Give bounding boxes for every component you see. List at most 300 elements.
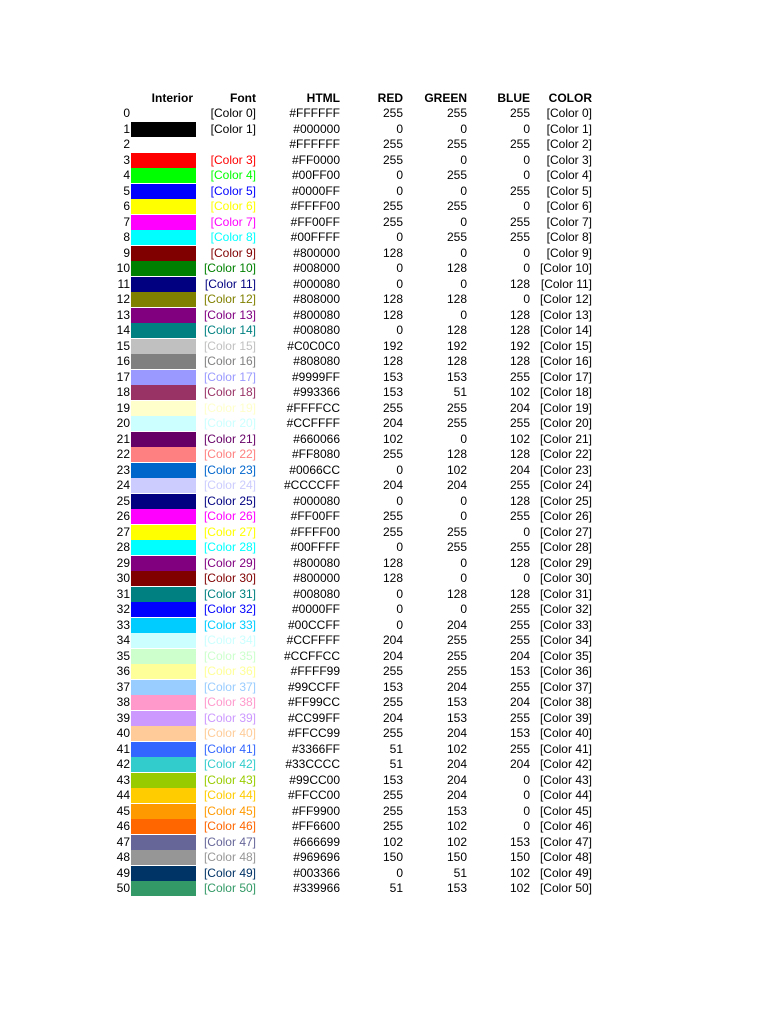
red-value: 153 [382,385,403,399]
html-code: #0066CC [289,462,340,477]
red-value: 192 [382,338,403,353]
row-index: 34 [116,633,130,647]
font-sample: [Color 8] [210,230,256,244]
blue-value: 255 [509,602,530,616]
table-row [0,633,768,649]
row-index: 35 [116,648,130,663]
green-value: 51 [453,865,467,880]
row-index: 32 [116,602,130,616]
html-code: #993366 [293,385,340,399]
table-row [0,463,768,479]
font-sample: [Color 33] [203,617,256,632]
blue-value: 150 [509,850,530,864]
table-row [0,835,768,851]
green-value: 0 [460,245,467,260]
font-sample: [Color 3] [210,152,256,167]
table-row [0,850,768,866]
font-sample: [Color 35] [203,648,256,663]
font-sample: [Color 9] [210,245,256,260]
row-index: 23 [116,462,130,477]
table-row [0,602,768,618]
interior-swatch [131,587,196,602]
green-value: 0 [460,152,467,167]
font-sample: [Color 41] [203,741,256,756]
table-row [0,695,768,711]
color-name: [Color 6] [546,199,592,213]
red-value: 255 [382,199,403,213]
font-sample: [Color 22] [203,447,256,461]
table-row [0,866,768,882]
font-sample: [Color 24] [203,478,256,492]
red-value: 255 [382,137,403,151]
table-row [0,819,768,835]
green-value: 51 [453,385,467,399]
blue-value: 128 [509,354,530,368]
red-value: 0 [396,602,403,616]
color-name: [Color 15] [539,338,592,353]
interior-swatch [131,447,196,462]
blue-value: 0 [523,245,530,260]
red-value: 0 [396,462,403,477]
red-value: 255 [382,447,403,461]
blue-value: 255 [509,230,530,244]
table-row [0,587,768,603]
html-code: #CCCCFF [284,478,340,492]
table-row [0,649,768,665]
color-name: [Color 43] [539,772,592,787]
html-code: #99CCFF [287,679,340,694]
blue-value: 255 [509,741,530,756]
green-value: 128 [446,323,467,337]
color-name: [Color 9] [546,245,592,260]
blue-value: 153 [509,834,530,849]
blue-value: 255 [509,710,530,725]
interior-swatch [131,199,196,214]
color-name: [Color 10] [539,261,592,275]
table-row [0,385,768,401]
color-name: [Color 32] [539,602,592,616]
green-value: 102 [446,462,467,477]
font-sample: [Color 6] [210,199,256,213]
red-value: 0 [396,230,403,244]
red-value: 0 [396,276,403,291]
interior-swatch [131,401,196,416]
font-sample: [Color 7] [210,214,256,229]
row-index: 22 [116,447,130,461]
red-value: 128 [382,354,403,368]
interior-swatch [131,370,196,385]
blue-value: 153 [509,664,530,678]
header-html: HTML [306,91,340,105]
interior-swatch [131,122,196,137]
red-value: 0 [396,493,403,508]
color-name: [Color 33] [539,617,592,632]
blue-value: 102 [509,385,530,399]
table-row [0,416,768,432]
interior-swatch [131,618,196,633]
table-row [0,106,768,122]
html-code: #FF00FF [290,214,340,229]
color-name: [Color 26] [539,509,592,523]
green-value: 255 [446,524,467,539]
color-name: [Color 23] [539,462,592,477]
interior-swatch [131,835,196,850]
color-name: [Color 44] [539,788,592,802]
color-name: [Color 28] [539,540,592,554]
row-index: 33 [116,617,130,632]
row-index: 48 [116,850,130,864]
font-sample: [Color 48] [203,850,256,864]
red-value: 204 [382,478,403,492]
header-row [0,90,768,106]
font-sample: [Color 47] [203,834,256,849]
font-sample: [Color 46] [203,819,256,833]
html-code: #000080 [293,276,340,291]
html-code: #003366 [293,865,340,880]
red-value: 51 [389,741,403,756]
red-value: 51 [389,757,403,771]
font-sample: [Color 32] [203,602,256,616]
table-row [0,215,768,231]
blue-value: 204 [509,695,530,709]
font-sample: [Color 17] [203,369,256,384]
font-sample: [Color 11] [204,276,256,291]
table-row [0,199,768,215]
row-index: 7 [123,214,130,229]
green-value: 0 [460,276,467,291]
green-value: 255 [446,199,467,213]
green-value: 255 [446,540,467,554]
red-value: 255 [382,524,403,539]
row-index: 29 [116,555,130,570]
interior-swatch [131,556,196,571]
html-code: #00FFFF [290,230,340,244]
green-value: 255 [446,168,467,182]
red-value: 51 [389,881,403,895]
blue-value: 255 [509,137,530,151]
red-value: 102 [382,431,403,446]
font-sample: [Color 45] [203,803,256,818]
row-index: 10 [116,261,130,275]
html-code: #C0C0C0 [287,338,340,353]
row-index: 16 [116,354,130,368]
row-index: 1 [123,121,130,136]
interior-swatch [131,680,196,695]
color-name: [Color 38] [539,695,592,709]
table-row [0,773,768,789]
html-code: #0000FF [291,183,340,198]
table-row [0,137,768,153]
color-name: [Color 16] [539,354,592,368]
blue-value: 255 [509,369,530,384]
html-code: #FFFF99 [290,664,340,678]
blue-value: 128 [509,307,530,322]
interior-swatch [131,277,196,292]
font-sample: [Color 43] [203,772,256,787]
header-color: COLOR [548,91,592,105]
row-index: 13 [116,307,130,322]
font-sample: [Color 27] [203,524,256,539]
red-value: 0 [396,617,403,632]
blue-value: 0 [523,524,530,539]
red-value: 150 [382,850,403,864]
blue-value: 0 [523,121,530,136]
font-sample: [Color 1] [210,121,256,136]
green-value: 204 [446,478,467,492]
row-index: 4 [123,168,130,182]
row-index: 20 [116,416,130,430]
red-value: 0 [396,183,403,198]
html-code: #FFCC99 [287,726,340,740]
table-body [0,106,768,897]
table-row [0,881,768,897]
green-value: 204 [446,679,467,694]
interior-swatch [131,463,196,478]
color-name: [Color 50] [539,881,592,895]
interior-swatch [131,866,196,881]
table-row [0,788,768,804]
blue-value: 128 [509,447,530,461]
font-sample: [Color 5] [210,183,256,198]
red-value: 0 [396,168,403,182]
header-font: Font [230,91,256,105]
table-row [0,618,768,634]
table-row [0,664,768,680]
interior-swatch [131,292,196,307]
green-value: 153 [446,803,467,818]
color-name: [Color 36] [539,664,592,678]
green-value: 0 [460,555,467,570]
row-index: 38 [116,695,130,709]
html-code: #00FF00 [291,168,340,182]
interior-swatch [131,757,196,772]
red-value: 204 [382,710,403,725]
html-code: #FF6600 [291,819,340,833]
red-value: 0 [396,261,403,275]
font-sample: [Color 38] [203,695,256,709]
html-code: #800080 [293,555,340,570]
blue-value: 255 [509,416,530,430]
row-index: 8 [123,230,130,244]
font-sample: [Color 10] [203,261,256,275]
green-value: 0 [460,214,467,229]
color-name: [Color 7] [546,214,592,229]
blue-value: 255 [509,106,530,120]
red-value: 0 [396,586,403,601]
red-value: 153 [382,679,403,694]
green-value: 153 [446,710,467,725]
html-code: #FF8080 [291,447,340,461]
html-code: #800080 [293,307,340,322]
blue-value: 255 [509,214,530,229]
table-row [0,323,768,339]
color-name: [Color 21] [539,431,592,446]
color-name: [Color 31] [539,586,592,601]
blue-value: 128 [509,323,530,337]
green-value: 150 [446,850,467,864]
html-code: #FFFF00 [290,199,340,213]
green-value: 153 [446,369,467,384]
red-value: 128 [382,571,403,585]
green-value: 255 [446,416,467,430]
table-row [0,540,768,556]
green-value: 128 [446,292,467,306]
html-code: #008080 [293,323,340,337]
green-value: 0 [460,183,467,198]
green-value: 0 [460,602,467,616]
blue-value: 255 [509,633,530,647]
red-value: 255 [382,788,403,802]
row-index: 9 [123,245,130,260]
header-interior: Interior [151,91,193,105]
interior-swatch [131,742,196,757]
green-value: 255 [446,648,467,663]
color-name: [Color 12] [539,292,592,306]
html-code: #CCFFCC [284,648,340,663]
color-name: [Color 25] [539,493,592,508]
interior-swatch [131,168,196,183]
green-value: 128 [446,586,467,601]
interior-swatch [131,354,196,369]
html-code: #FF99CC [287,695,340,709]
interior-swatch [131,819,196,834]
red-value: 255 [382,819,403,833]
color-name: [Color 41] [539,741,592,756]
table-row [0,447,768,463]
font-sample: [Color 19] [203,400,256,415]
html-code: #CCFFFF [286,633,340,647]
interior-swatch [131,323,196,338]
table-row [0,494,768,510]
row-index: 31 [116,586,130,601]
blue-value: 0 [523,152,530,167]
color-name: [Color 46] [539,819,592,833]
green-value: 0 [460,509,467,523]
html-code: #800000 [293,245,340,260]
blue-value: 102 [509,431,530,446]
interior-swatch [131,416,196,431]
html-code: #666699 [293,834,340,849]
blue-value: 128 [509,555,530,570]
table-row [0,122,768,138]
interior-swatch [131,804,196,819]
color-name: [Color 27] [539,524,592,539]
table-row [0,230,768,246]
color-name: [Color 17] [539,369,592,384]
interior-swatch [131,137,196,152]
html-code: #FFFF00 [290,524,340,539]
color-name: [Color 48] [539,850,592,864]
red-value: 255 [382,152,403,167]
red-value: 128 [382,245,403,260]
row-index: 44 [116,788,130,802]
blue-value: 0 [523,788,530,802]
font-sample [196,137,256,153]
blue-value: 255 [509,183,530,198]
row-index: 19 [116,400,130,415]
red-value: 128 [382,307,403,322]
interior-swatch [131,215,196,230]
color-name: [Color 39] [539,710,592,725]
font-sample: [Color 20] [203,416,256,430]
color-name: [Color 34] [539,633,592,647]
blue-value: 102 [509,881,530,895]
color-name: [Color 49] [539,865,592,880]
row-index: 36 [116,664,130,678]
color-name: [Color 47] [539,834,592,849]
interior-swatch [131,308,196,323]
interior-swatch [131,540,196,555]
font-sample: [Color 34] [203,633,256,647]
interior-swatch [131,711,196,726]
red-value: 204 [382,648,403,663]
green-value: 0 [460,307,467,322]
row-index: 47 [116,834,130,849]
interior-swatch [131,726,196,741]
blue-value: 0 [523,803,530,818]
row-index: 39 [116,710,130,725]
font-sample: [Color 29] [203,555,256,570]
font-sample: [Color 15] [203,338,256,353]
html-code: #FFFFFF [289,137,340,151]
table-row [0,478,768,494]
color-name: [Color 42] [539,757,592,771]
green-value: 204 [446,788,467,802]
blue-value: 102 [509,865,530,880]
green-value: 0 [460,121,467,136]
row-index: 28 [116,540,130,554]
row-index: 26 [116,509,130,523]
row-index: 42 [116,757,130,771]
interior-swatch [131,509,196,524]
color-name: [Color 18] [539,385,592,399]
blue-value: 204 [509,757,530,771]
interior-swatch [131,184,196,199]
html-code: #CCFFFF [286,416,340,430]
blue-value: 0 [523,292,530,306]
table-row [0,153,768,169]
blue-value: 255 [509,509,530,523]
html-code: #FF0000 [291,152,340,167]
green-value: 102 [446,741,467,756]
html-code: #339966 [293,881,340,895]
interior-swatch [131,788,196,803]
table-row [0,757,768,773]
html-code: #00CCFF [287,617,340,632]
interior-swatch [131,246,196,261]
interior-swatch [131,153,196,168]
row-index: 14 [116,323,130,337]
html-code: #FFFFCC [286,400,340,415]
font-sample: [Color 21] [203,431,256,446]
green-value: 204 [446,617,467,632]
interior-swatch [131,881,196,896]
interior-swatch [131,525,196,540]
green-value: 128 [446,447,467,461]
red-value: 102 [382,834,403,849]
green-value: 102 [446,819,467,833]
green-value: 128 [446,261,467,275]
table-row [0,339,768,355]
table-row [0,571,768,587]
table-row [0,804,768,820]
blue-value: 255 [509,617,530,632]
blue-value: 255 [509,540,530,554]
green-value: 192 [446,338,467,353]
red-value: 255 [382,803,403,818]
red-value: 255 [382,400,403,415]
html-code: #CC99FF [287,710,340,725]
